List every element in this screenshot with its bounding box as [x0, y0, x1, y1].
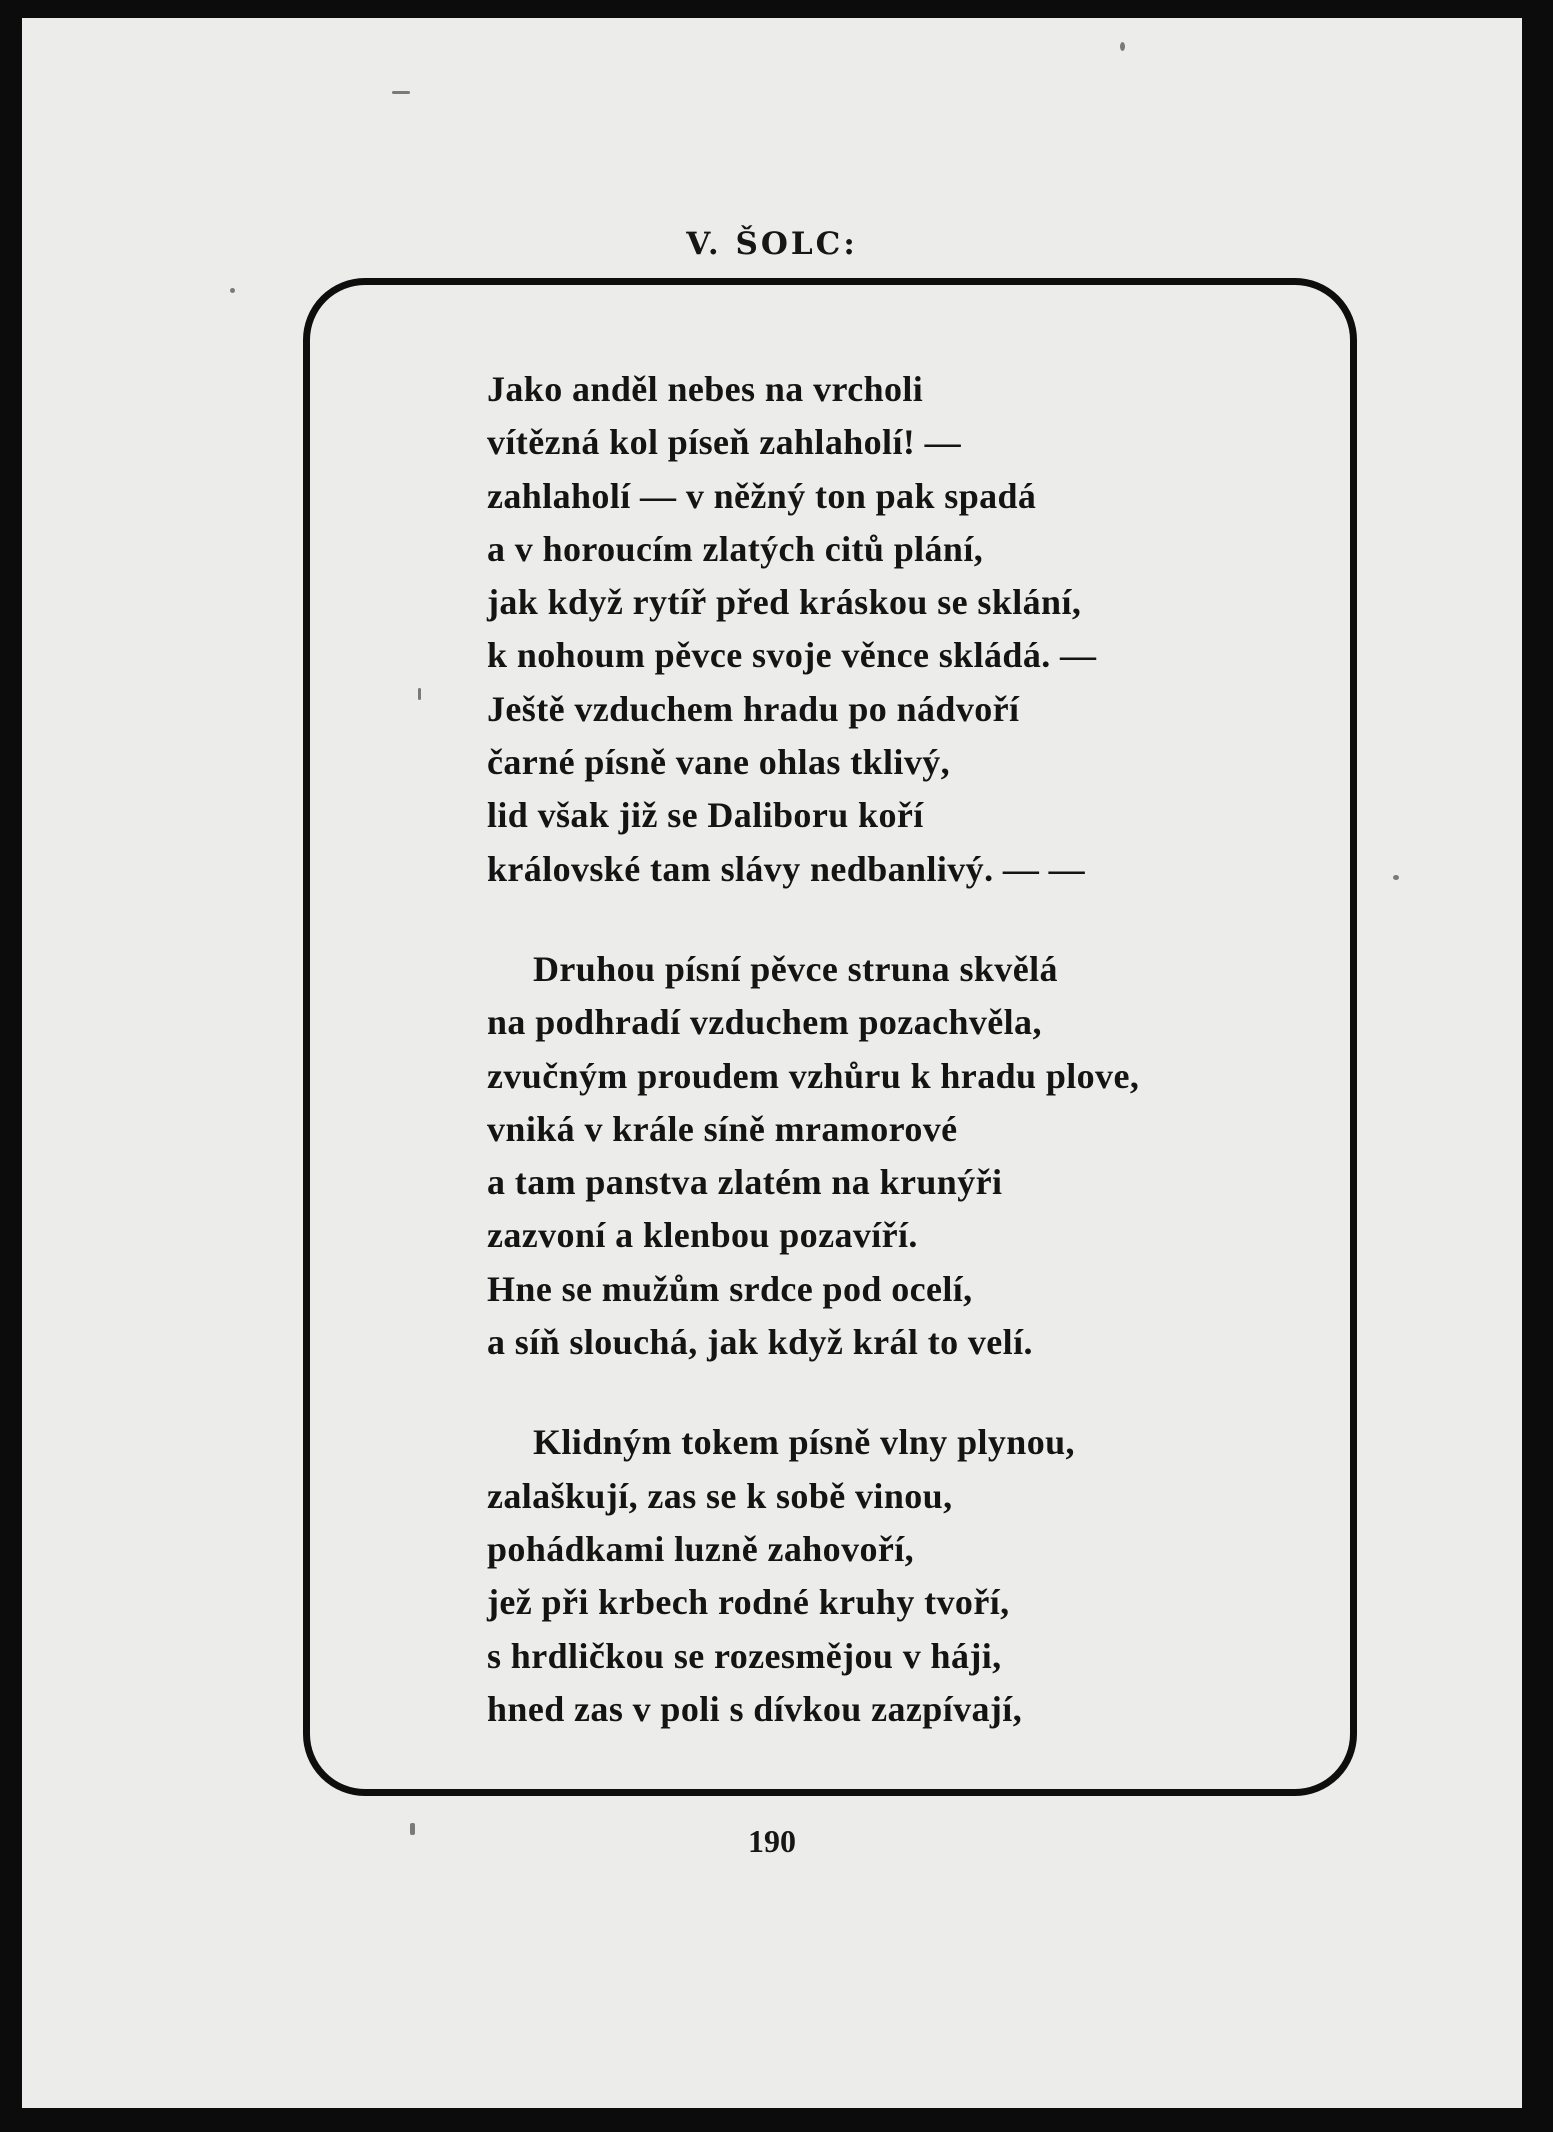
poem-line: a tam panstva zlatém na krunýři [487, 1162, 1003, 1203]
page-number: 190 [748, 1823, 796, 1859]
print-speck [392, 91, 410, 94]
running-header: V. ŠOLC: [686, 226, 858, 262]
poem-line: Ještě vzduchem hradu po nádvoří [487, 688, 1020, 729]
book-page [22, 18, 1522, 2108]
poem-line: na podhradí vzduchem pozachvěla, [487, 1002, 1042, 1043]
poem-line: Druhou písní pěvce struna skvělá [533, 948, 1058, 989]
poem-line: čarné písně vane ohlas tklivý, [487, 742, 951, 783]
poem-line: a v horoucím zlatých citů plání, [487, 528, 984, 569]
poem-line: zahlaholí — v něžný ton pak spadá [487, 475, 1037, 516]
poem-line: zalaškují, zas se k sobě vinou, [487, 1475, 953, 1516]
poem-line: Jako anděl nebes na vrcholi [487, 369, 924, 409]
stanza-1 [487, 363, 1307, 896]
poem-line: k nohoum pěvce svoje věnce skládá. — [487, 635, 1097, 676]
stanza-3 [487, 1416, 1307, 1736]
print-speck [1393, 875, 1399, 880]
poem-line: Hne se mužům srdce pod ocelí, [487, 1268, 973, 1309]
poem-line: lid však již se Daliboru koří [487, 795, 924, 836]
poem-line: jak když rytíř před kráskou se sklání, [487, 582, 1082, 623]
poem-line: s hrdličkou se rozesmějou v háji, [487, 1635, 1002, 1676]
poem-line: zazvoní a klenbou pozavíří. [487, 1215, 918, 1256]
poem-line: zvučným proudem vzhůru k hradu plove, [487, 1055, 1140, 1096]
poem-text [487, 363, 1307, 1736]
poem-line: vniká v krále síně mramorové [487, 1108, 958, 1149]
poem-line: jež při krbech rodné kruhy tvoří, [487, 1582, 1010, 1623]
poem-line: a síň slouchá, jak když král to velí. [487, 1322, 1033, 1363]
print-speck [1120, 42, 1125, 51]
poem-line: Klidným tokem písně vlny plynou, [533, 1422, 1075, 1463]
poem-line: vítězná kol píseň zahlaholí! — [487, 422, 962, 463]
stanza-gap [487, 896, 1307, 943]
poem-line: hned zas v poli s dívkou zazpívají, [487, 1688, 1023, 1729]
print-speck [230, 288, 235, 293]
poem-line: královské tam slávy nedbanlivý. — — [487, 848, 1086, 889]
poem-line: pohádkami luzně zahovoří, [487, 1528, 915, 1569]
stanza-gap [487, 1369, 1307, 1416]
stanza-2 [487, 943, 1307, 1369]
